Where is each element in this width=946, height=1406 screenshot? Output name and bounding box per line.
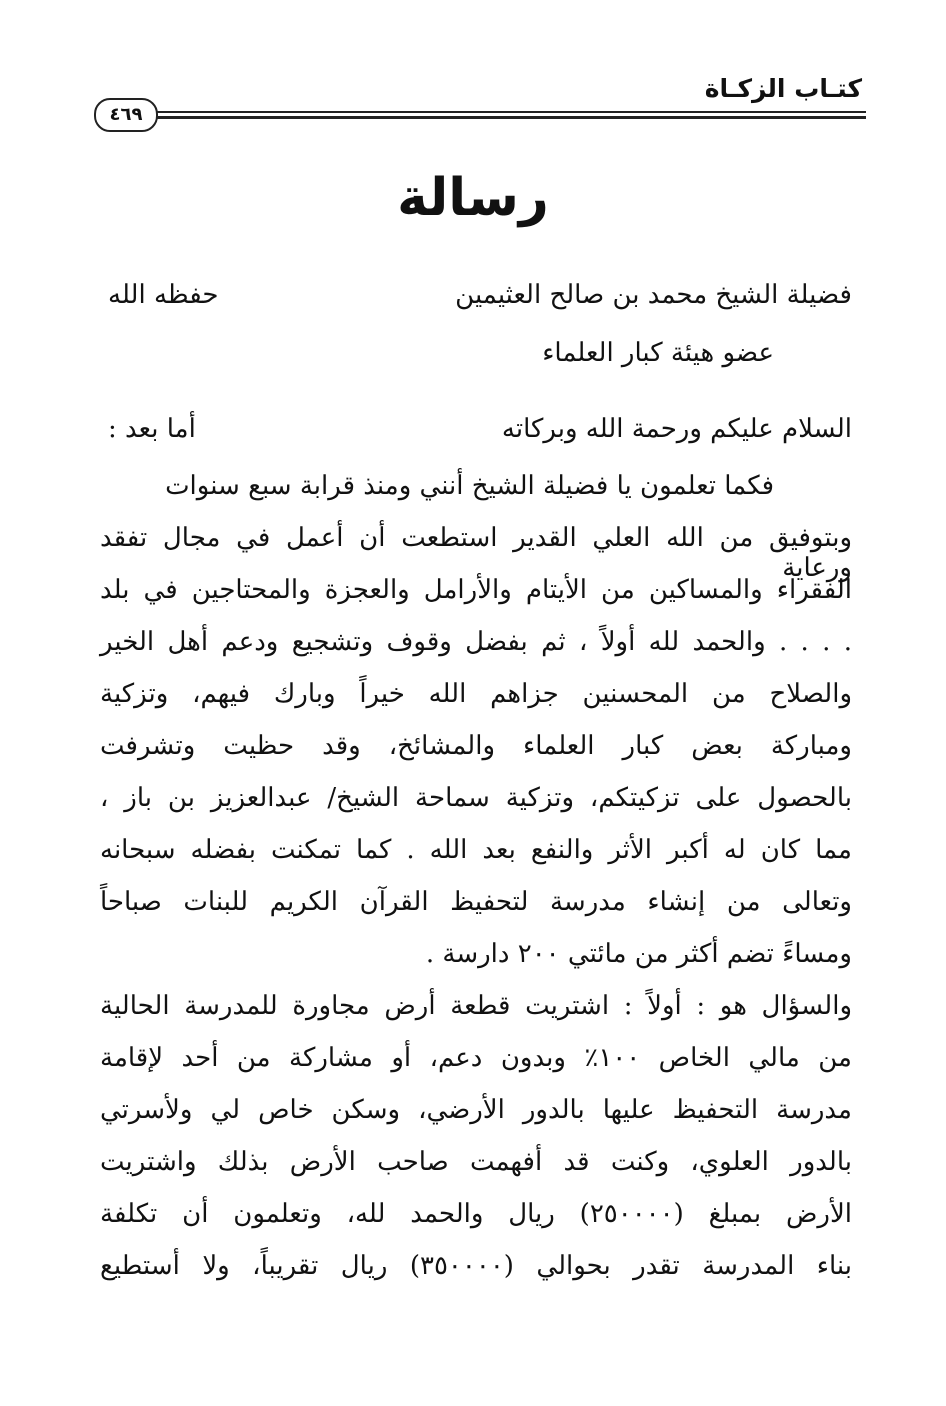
- paragraph-line: والسؤال هو : أولاً : اشتريت قطعة أرض مجاورة للمدرسة الحالية: [100, 991, 852, 1021]
- paragraph-line: من مالي الخاص ١٠٠٪ وبدون دعم، أو مشاركة من أحد لإقامة: [100, 1043, 852, 1073]
- document-title: رسالة: [397, 168, 549, 228]
- running-header: كتـاب الزكـاة: [704, 74, 862, 103]
- addressee-name: فضيلة الشيخ محمد بن صالح العثيمين: [455, 280, 852, 310]
- addressee-role-line: [100, 338, 852, 378]
- paragraph-line: وبتوفيق من الله العلي القدير استطعت أن أعمل في مجال تفقد ورعاية: [100, 523, 853, 583]
- paragraph-line: والصلاح من المحسنين جزاهم الله خيراً وبارك فيهم، وتزكية: [100, 679, 852, 709]
- after-greeting: أما بعد :: [108, 414, 196, 444]
- paragraph-line: بناء المدرسة تقدر بحوالي (٣٥٠٠٠٠) ريال تقريباً، ولا أستطيع: [100, 1251, 852, 1281]
- paragraph-line: الأرض بمبلغ (٢٥٠٠٠٠) ريال والحمد لله، وتعلمون أن تكلفة: [100, 1199, 852, 1229]
- paragraph-line: . . . . والحمد لله أولاً ، ثم بفضل وقوف وتشجيع ودعم أهل الخير: [100, 627, 853, 657]
- addressee-line: [100, 280, 852, 320]
- paragraph-line: الفقراء والمساكين من الأيتام والأرامل والعجزة والمحتاجين في بلد: [100, 575, 852, 605]
- page-number: ٤٦٩: [94, 98, 158, 132]
- addressee-role: عضو هيئة كبار العلماء: [542, 338, 774, 368]
- paragraph-line: وتعالى من إنشاء مدرسة لتحفيظ القرآن الكريم للبنات صباحاً: [100, 887, 852, 917]
- addressee-blessing: حفظه الله: [108, 280, 219, 310]
- paragraph-line: ومساءً تضم أكثر من مائتي ٢٠٠ دارسة .: [425, 939, 852, 969]
- paragraph-line: ومباركة بعض كبار العلماء والمشائخ، وقد حظيت وتشرفت: [100, 731, 852, 761]
- greeting-line: [100, 414, 852, 454]
- letter-body: [100, 280, 852, 1300]
- paragraph-line: بالحصول على تزكيتكم، وتزكية سماحة الشيخ/ عبدالعزيز بن باز ،: [100, 783, 852, 813]
- paragraph-line: مدرسة التحفيظ عليها بالدور الأرضي، وسكن خاص لي ولأسرتي: [100, 1095, 852, 1125]
- paragraph-line: مما كان له أكبر الأثر والنفع بعد الله . كما تمكنت بفضله سبحانه: [100, 835, 852, 865]
- paragraph-line: فكما تعلمون يا فضيلة الشيخ أنني ومنذ قرابة سبع سنوات: [165, 471, 774, 501]
- header-rule: [150, 111, 866, 113]
- greeting: السلام عليكم ورحمة الله وبركاته: [501, 414, 852, 444]
- header-rule-double: [150, 116, 866, 119]
- paragraph-line: بالدور العلوي، وكنت قد أفهمت صاحب الأرض بذلك واشتريت: [100, 1147, 852, 1177]
